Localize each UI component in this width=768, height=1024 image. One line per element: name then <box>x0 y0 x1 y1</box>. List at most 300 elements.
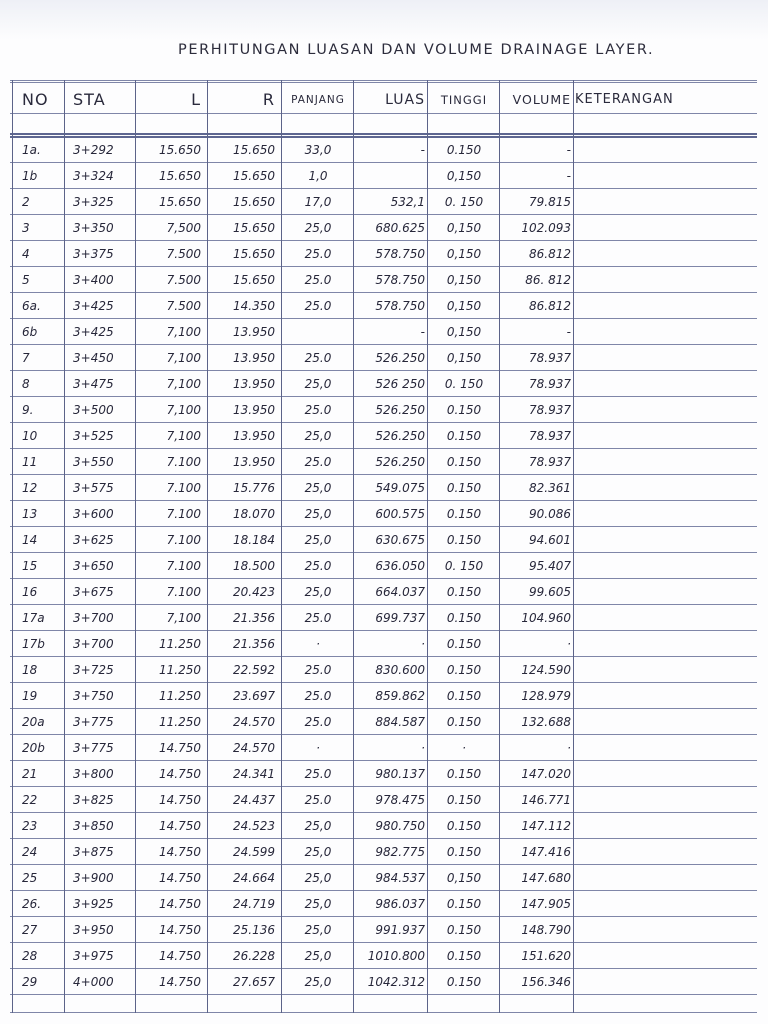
cell-no: 13 <box>22 507 38 521</box>
cell-panjang: 25,0 <box>304 377 332 391</box>
cell-panjang: · <box>316 637 320 651</box>
cell-volume: 78.937 <box>529 377 571 391</box>
cell-keterangan <box>575 813 757 839</box>
cell-r: 14.350 <box>233 299 275 313</box>
cell-l: 15.650 <box>159 143 201 157</box>
cell-tinggi: 0. 150 <box>444 377 484 391</box>
cell-sta: 3+324 <box>73 169 114 183</box>
cell-tinggi: 0.150 <box>446 767 482 781</box>
cell-luas: 1010.800 <box>367 949 425 963</box>
cell-sta: 3+650 <box>73 559 114 573</box>
cell-keterangan <box>575 943 757 969</box>
cell-sta: 3+775 <box>73 715 114 729</box>
cell-tinggi: 0,150 <box>446 221 482 235</box>
cell-panjang: 25.0 <box>304 715 332 729</box>
cell-volume: 146.771 <box>521 793 571 807</box>
cell-keterangan <box>575 527 757 553</box>
cell-panjang: 25,0 <box>304 507 332 521</box>
cell-l: 14.750 <box>159 793 201 807</box>
cell-r: 21.356 <box>233 637 275 651</box>
cell-l: 7.500 <box>166 247 201 261</box>
cell-luas: 884.587 <box>375 715 425 729</box>
cell-panjang: 25.0 <box>304 559 332 573</box>
cell-sta: 3+825 <box>73 793 114 807</box>
cell-panjang: 25.0 <box>304 611 332 625</box>
cell-tinggi: 0.150 <box>446 585 482 599</box>
cell-tinggi: 0,150 <box>446 273 482 287</box>
cell-keterangan <box>575 423 757 449</box>
cell-panjang: 25,0 <box>304 533 332 547</box>
cell-r: 25.136 <box>233 923 275 937</box>
cell-r: 15.650 <box>233 143 275 157</box>
cell-r: 23.697 <box>233 689 275 703</box>
cell-r: 24.719 <box>233 897 275 911</box>
cell-l: 7.100 <box>166 507 201 521</box>
cell-no: 27 <box>22 923 38 937</box>
cell-volume: 78.937 <box>529 429 571 443</box>
cell-tinggi: 0.150 <box>446 689 482 703</box>
cell-l: 11.250 <box>159 715 201 729</box>
cell-sta: 3+325 <box>73 195 114 209</box>
cell-no: 1b <box>22 169 38 183</box>
cell-r: 24.523 <box>233 819 275 833</box>
cell-volume: 102.093 <box>521 221 571 235</box>
cell-no: 1a. <box>22 143 41 157</box>
cell-r: 13.950 <box>233 403 275 417</box>
cell-volume: 147.905 <box>521 897 571 911</box>
cell-r: 15.650 <box>233 195 275 209</box>
cell-l: 7.500 <box>166 299 201 313</box>
cell-keterangan <box>575 709 757 735</box>
column-divider <box>499 80 500 1013</box>
cell-tinggi: 0.150 <box>446 975 482 989</box>
cell-keterangan <box>575 137 757 163</box>
cell-l: 11.250 <box>159 663 201 677</box>
cell-tinggi: 0.150 <box>446 949 482 963</box>
cell-keterangan <box>575 267 757 293</box>
cell-panjang: 25.0 <box>304 351 332 365</box>
cell-r: 26.228 <box>233 949 275 963</box>
cell-r: 21.356 <box>233 611 275 625</box>
rule-line <box>10 80 757 81</box>
cell-volume: 78.937 <box>529 455 571 469</box>
cell-tinggi: · <box>462 741 466 755</box>
cell-tinggi: 0.150 <box>446 663 482 677</box>
cell-l: 14.750 <box>159 975 201 989</box>
cell-l: 7.100 <box>166 533 201 547</box>
scan-shadow <box>0 0 768 40</box>
cell-sta: 3+525 <box>73 429 114 443</box>
cell-tinggi: 0.150 <box>446 819 482 833</box>
cell-l: 7,100 <box>166 611 201 625</box>
cell-l: 7,100 <box>166 403 201 417</box>
cell-no: 29 <box>22 975 38 989</box>
cell-r: 24.599 <box>233 845 275 859</box>
cell-panjang: 25,0 <box>304 221 332 235</box>
header-luas: LUAS <box>385 92 425 108</box>
cell-volume: - <box>566 169 571 183</box>
cell-tinggi: 0.150 <box>446 481 482 495</box>
cell-l: 7,100 <box>166 325 201 339</box>
cell-no: 12 <box>22 481 38 495</box>
cell-volume: 147.416 <box>521 845 571 859</box>
cell-no: 21 <box>22 767 38 781</box>
cell-panjang: 25.0 <box>304 767 332 781</box>
cell-l: 7.500 <box>166 273 201 287</box>
cell-no: 17b <box>22 637 45 651</box>
cell-sta: 3+925 <box>73 897 114 911</box>
cell-luas: - <box>420 143 425 157</box>
cell-l: 15.650 <box>159 195 201 209</box>
cell-no: 28 <box>22 949 38 963</box>
cell-luas: 526.250 <box>375 455 425 469</box>
cell-tinggi: 0.150 <box>446 923 482 937</box>
cell-sta: 3+500 <box>73 403 114 417</box>
cell-no: 5 <box>22 273 30 287</box>
cell-luas: 532,1 <box>390 195 425 209</box>
cell-r: 24.437 <box>233 793 275 807</box>
cell-luas: 991.937 <box>375 923 425 937</box>
cell-tinggi: 0. 150 <box>444 195 484 209</box>
cell-no: 6b <box>22 325 38 339</box>
cell-volume: 128.979 <box>521 689 571 703</box>
cell-panjang: 25,0 <box>304 923 332 937</box>
cell-no: 11 <box>22 455 38 469</box>
cell-l: 7.100 <box>166 455 201 469</box>
cell-r: 18.184 <box>233 533 275 547</box>
cell-volume: 86. 812 <box>525 273 571 287</box>
cell-no: 18 <box>22 663 38 677</box>
cell-panjang: 25.0 <box>304 793 332 807</box>
header-no: NO <box>22 90 49 109</box>
cell-r: 24.341 <box>233 767 275 781</box>
cell-volume: · <box>567 741 571 755</box>
cell-volume: 86.812 <box>529 299 571 313</box>
cell-volume: 99.605 <box>529 585 571 599</box>
cell-luas: - <box>420 325 425 339</box>
cell-sta: 3+750 <box>73 689 114 703</box>
cell-volume: 78.937 <box>529 351 571 365</box>
cell-tinggi: 0. 150 <box>444 559 484 573</box>
cell-luas: 526.250 <box>375 403 425 417</box>
header-tinggi: TINGGI <box>440 93 488 107</box>
cell-tinggi: 0.150 <box>446 715 482 729</box>
cell-panjang <box>283 319 353 345</box>
cell-no: 9. <box>22 403 34 417</box>
cell-keterangan <box>575 787 757 813</box>
cell-tinggi: 0,150 <box>446 247 482 261</box>
cell-no: 19 <box>22 689 38 703</box>
cell-sta: 3+575 <box>73 481 114 495</box>
cell-l: 14.750 <box>159 923 201 937</box>
cell-r: 18.500 <box>233 559 275 573</box>
cell-keterangan <box>575 683 757 709</box>
cell-r: 27.657 <box>233 975 275 989</box>
cell-luas: 1042.312 <box>367 975 425 989</box>
cell-sta: 3+775 <box>73 741 114 755</box>
cell-keterangan <box>575 657 757 683</box>
cell-keterangan <box>575 319 757 345</box>
cell-tinggi: 0.150 <box>446 429 482 443</box>
cell-luas: 984.537 <box>375 871 425 885</box>
cell-r: 24.570 <box>233 741 275 755</box>
cell-luas: 982.775 <box>375 845 425 859</box>
cell-luas: · <box>421 637 425 651</box>
cell-luas: 526.250 <box>375 429 425 443</box>
cell-luas: 636.050 <box>375 559 425 573</box>
cell-keterangan <box>575 371 757 397</box>
cell-r: 15.650 <box>233 273 275 287</box>
cell-panjang: 25.0 <box>304 403 332 417</box>
cell-l: 7.100 <box>166 585 201 599</box>
cell-sta: 3+550 <box>73 455 114 469</box>
cell-sta: 3+425 <box>73 299 114 313</box>
header-panjang: PANJANG <box>291 94 345 106</box>
cell-l: 14.750 <box>159 871 201 885</box>
cell-keterangan <box>575 553 757 579</box>
cell-sta: 3+400 <box>73 273 114 287</box>
cell-l: 7,500 <box>166 221 201 235</box>
cell-panjang: 25,0 <box>304 845 332 859</box>
cell-tinggi: 0.150 <box>446 845 482 859</box>
cell-panjang: 25,0 <box>304 871 332 885</box>
cell-luas: · <box>421 741 425 755</box>
cell-no: 15 <box>22 559 38 573</box>
header-volume: VOLUME <box>512 92 571 107</box>
cell-volume: 151.620 <box>521 949 571 963</box>
cell-luas: 859.862 <box>375 689 425 703</box>
cell-panjang: 25,0 <box>304 897 332 911</box>
cell-no: 2 <box>22 195 30 209</box>
cell-sta: 3+900 <box>73 871 114 885</box>
cell-sta: 3+600 <box>73 507 114 521</box>
column-divider <box>12 80 13 1013</box>
cell-sta: 3+350 <box>73 221 114 235</box>
cell-sta: 3+292 <box>73 143 114 157</box>
cell-volume: 78.937 <box>529 403 571 417</box>
cell-volume: - <box>566 325 571 339</box>
cell-l: 14.750 <box>159 767 201 781</box>
cell-panjang: 25.0 <box>304 299 332 313</box>
cell-panjang: 17,0 <box>304 195 332 209</box>
cell-no: 20a <box>22 715 45 729</box>
column-divider <box>573 80 574 1013</box>
cell-l: 11.250 <box>159 637 201 651</box>
cell-panjang: 25,0 <box>304 429 332 443</box>
cell-r: 15.650 <box>233 221 275 235</box>
cell-volume: 79.815 <box>529 195 571 209</box>
cell-r: 20.423 <box>233 585 275 599</box>
cell-keterangan <box>575 917 757 943</box>
header-sta: STA <box>73 90 106 109</box>
cell-keterangan <box>575 969 757 995</box>
cell-keterangan <box>575 865 757 891</box>
cell-keterangan <box>575 241 757 267</box>
cell-tinggi: 0,150 <box>446 351 482 365</box>
cell-volume: 95.407 <box>529 559 571 573</box>
cell-no: 22 <box>22 793 38 807</box>
cell-panjang: 25,0 <box>304 819 332 833</box>
cell-luas: 578.750 <box>375 299 425 313</box>
cell-luas: 664.037 <box>375 585 425 599</box>
cell-tinggi: 0.150 <box>446 637 482 651</box>
cell-keterangan <box>575 631 757 657</box>
column-divider <box>427 80 428 1013</box>
cell-sta: 3+425 <box>73 325 114 339</box>
column-divider <box>353 80 354 1013</box>
rule-line <box>10 1012 757 1013</box>
cell-panjang: 25.0 <box>304 247 332 261</box>
cell-r: 13.950 <box>233 455 275 469</box>
cell-tinggi: 0.150 <box>446 403 482 417</box>
cell-tinggi: 0.150 <box>446 533 482 547</box>
cell-no: 17a <box>22 611 45 625</box>
cell-volume: 94.601 <box>529 533 571 547</box>
cell-no: 3 <box>22 221 30 235</box>
rule-line <box>10 133 757 135</box>
cell-panjang: 1,0 <box>308 169 328 183</box>
cell-volume: 147.020 <box>521 767 571 781</box>
cell-sta: 3+950 <box>73 923 114 937</box>
column-divider <box>135 80 136 1013</box>
cell-l: 14.750 <box>159 949 201 963</box>
cell-tinggi: 0.150 <box>446 507 482 521</box>
cell-luas: 980.750 <box>375 819 425 833</box>
cell-volume: 148.790 <box>521 923 571 937</box>
cell-tinggi: 0.150 <box>446 793 482 807</box>
cell-l: 14.750 <box>159 845 201 859</box>
cell-sta: 3+850 <box>73 819 114 833</box>
cell-r: 24.570 <box>233 715 275 729</box>
cell-tinggi: 0.150 <box>446 611 482 625</box>
column-divider <box>64 80 65 1013</box>
cell-volume: 147.680 <box>521 871 571 885</box>
cell-sta: 3+725 <box>73 663 114 677</box>
cell-volume: 104.960 <box>521 611 571 625</box>
cell-luas: 630.675 <box>375 533 425 547</box>
cell-luas: 830.600 <box>375 663 425 677</box>
cell-volume: · <box>567 637 571 651</box>
cell-r: 15.650 <box>233 247 275 261</box>
cell-sta: 3+475 <box>73 377 114 391</box>
column-divider <box>281 80 282 1013</box>
cell-volume: 147.112 <box>521 819 571 833</box>
cell-luas: 600.575 <box>375 507 425 521</box>
cell-no: 6a. <box>22 299 41 313</box>
cell-volume: 82.361 <box>529 481 571 495</box>
cell-volume: 132.688 <box>521 715 571 729</box>
cell-luas <box>355 163 427 189</box>
cell-sta: 3+375 <box>73 247 114 261</box>
cell-luas: 980.137 <box>375 767 425 781</box>
cell-r: 13.950 <box>233 429 275 443</box>
cell-tinggi: 0,150 <box>446 871 482 885</box>
cell-keterangan <box>575 891 757 917</box>
cell-l: 14.750 <box>159 819 201 833</box>
rule-line <box>10 82 757 83</box>
cell-tinggi: 0.150 <box>446 143 482 157</box>
cell-volume: 124.590 <box>521 663 571 677</box>
cell-r: 24.664 <box>233 871 275 885</box>
cell-keterangan <box>575 215 757 241</box>
cell-no: 23 <box>22 819 38 833</box>
cell-panjang: 33,0 <box>304 143 332 157</box>
cell-luas: 986.037 <box>375 897 425 911</box>
cell-no: 4 <box>22 247 30 261</box>
cell-volume: 86.812 <box>529 247 571 261</box>
cell-no: 25 <box>22 871 38 885</box>
cell-keterangan <box>575 605 757 631</box>
cell-no: 7 <box>22 351 30 365</box>
cell-volume: - <box>566 143 571 157</box>
cell-sta: 3+450 <box>73 351 114 365</box>
header-keterangan: KETERANGAN <box>575 92 674 107</box>
cell-keterangan <box>575 735 757 761</box>
cell-l: 7,100 <box>166 377 201 391</box>
cell-keterangan <box>575 449 757 475</box>
cell-sta: 4+000 <box>73 975 114 989</box>
cell-luas: 699.737 <box>375 611 425 625</box>
cell-panjang: 25,0 <box>304 481 332 495</box>
cell-no: 8 <box>22 377 30 391</box>
cell-luas: 526 250 <box>375 377 425 391</box>
cell-keterangan <box>575 475 757 501</box>
cell-sta: 3+700 <box>73 611 114 625</box>
cell-tinggi: 0.150 <box>446 455 482 469</box>
cell-r: 22.592 <box>233 663 275 677</box>
cell-r: 15.650 <box>233 169 275 183</box>
cell-keterangan <box>575 293 757 319</box>
cell-luas: 680.625 <box>375 221 425 235</box>
cell-no: 10 <box>22 429 38 443</box>
cell-r: 13.950 <box>233 377 275 391</box>
column-divider <box>207 80 208 1013</box>
cell-panjang: 25.0 <box>304 663 332 677</box>
cell-r: 18.070 <box>233 507 275 521</box>
cell-panjang: 25,0 <box>304 585 332 599</box>
cell-l: 7.100 <box>166 481 201 495</box>
cell-sta: 3+975 <box>73 949 114 963</box>
cell-l: 14.750 <box>159 741 201 755</box>
cell-keterangan <box>575 761 757 787</box>
cell-luas: 978.475 <box>375 793 425 807</box>
cell-sta: 3+875 <box>73 845 114 859</box>
cell-keterangan <box>575 189 757 215</box>
cell-luas: 526.250 <box>375 351 425 365</box>
cell-sta: 3+625 <box>73 533 114 547</box>
cell-tinggi: 0,150 <box>446 299 482 313</box>
cell-sta: 3+675 <box>73 585 114 599</box>
header-l: L <box>191 90 201 109</box>
cell-tinggi: 0,150 <box>446 169 482 183</box>
cell-l: 11.250 <box>159 689 201 703</box>
cell-r: 13.950 <box>233 351 275 365</box>
cell-sta: 3+800 <box>73 767 114 781</box>
cell-keterangan <box>575 501 757 527</box>
cell-keterangan <box>575 163 757 189</box>
cell-l: 15.650 <box>159 169 201 183</box>
cell-l: 14.750 <box>159 897 201 911</box>
cell-no: 14 <box>22 533 38 547</box>
cell-keterangan <box>575 345 757 371</box>
cell-panjang: 25.0 <box>304 455 332 469</box>
cell-no: 24 <box>22 845 38 859</box>
cell-l: 7,100 <box>166 351 201 365</box>
cell-r: 13.950 <box>233 325 275 339</box>
cell-volume: 156.346 <box>521 975 571 989</box>
page-title: PERHITUNGAN LUASAN DAN VOLUME DRAINAGE LAYER. <box>178 42 655 58</box>
cell-panjang: 25.0 <box>304 273 332 287</box>
